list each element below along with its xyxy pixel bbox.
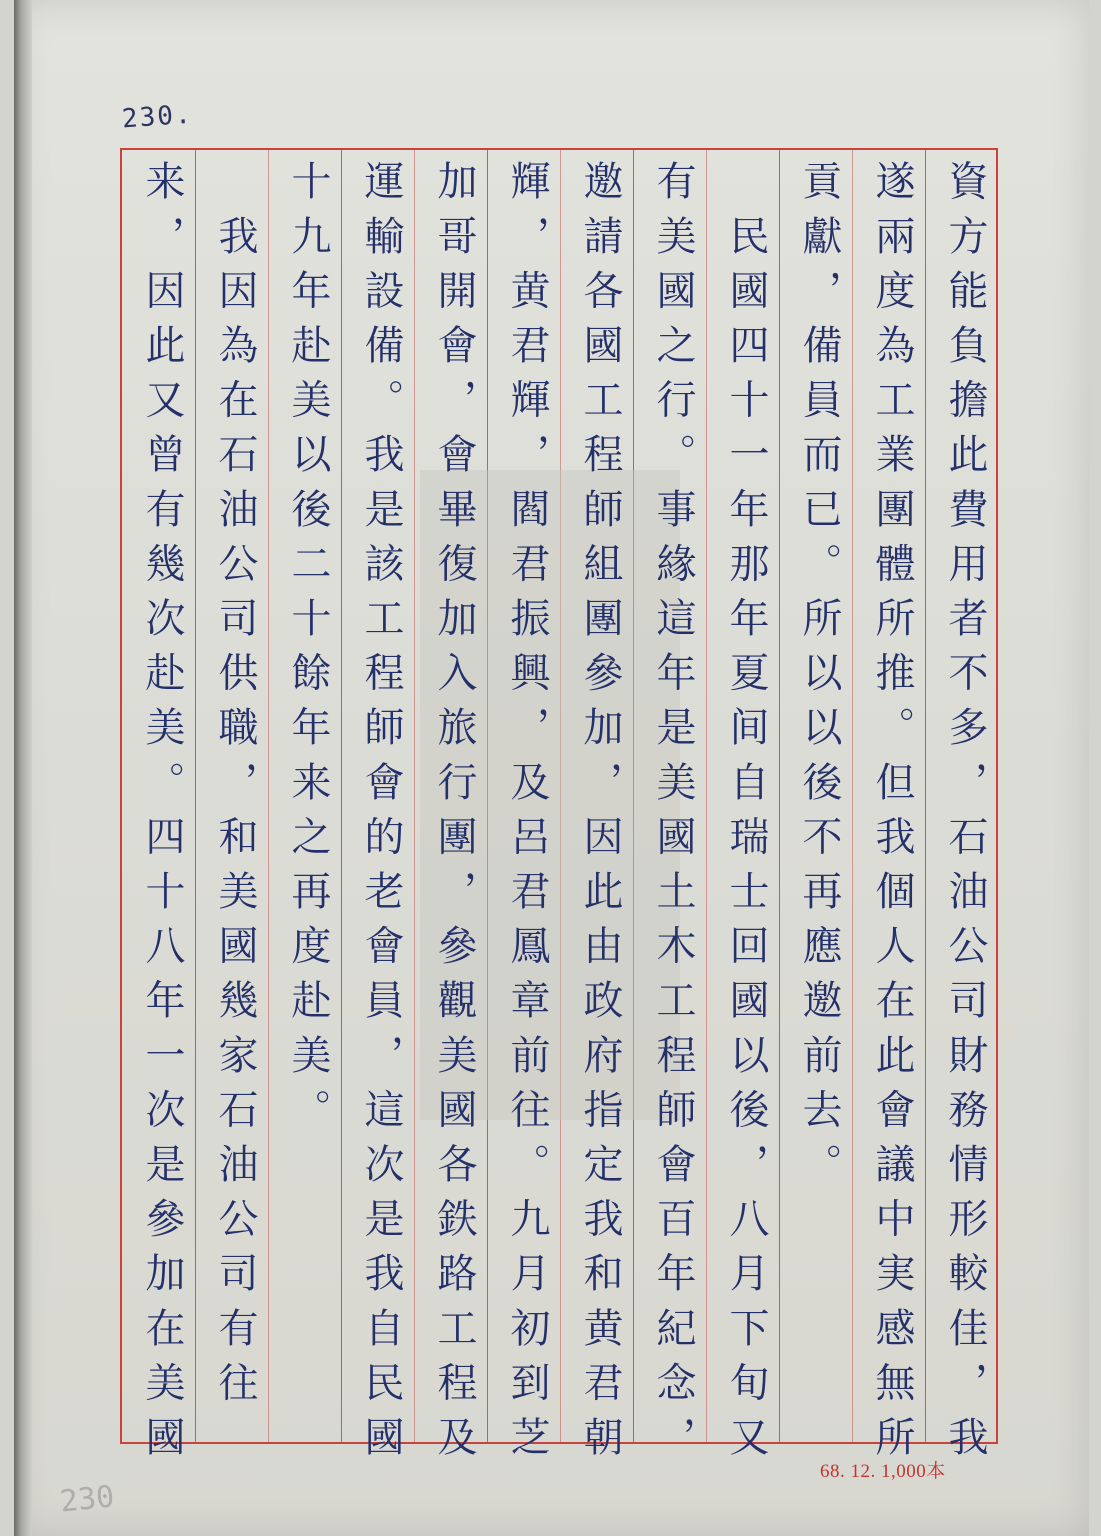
printer-mark: 68. 12. 1,000本 [820,1461,946,1482]
text-column-11: 我因為在石油公司供職，和美國幾家石油公司有往 [212,160,258,1416]
grid-line [852,150,853,1442]
text-column-5: 有美國之行。事緣這年是美國土木工程師會百年紀念， [650,160,696,1471]
grid-line [706,150,707,1442]
text-column-9: 運輸設備。我是該工程師會的老會員，這次是我自民國 [358,160,404,1471]
text-column-7: 輝，黄君輝，閻君振興，及呂君鳳章前往。九月初到芝 [504,160,550,1471]
text-column-10: 十九年赴美以後二十餘年来之再度赴美。 [285,160,331,1143]
text-column-4: 民國四十一年那年夏间自瑞士回國以後，八月下旬又 [723,160,769,1471]
page-number: 230. [121,99,194,135]
grid-line [268,150,269,1442]
text-column-6: 邀請各國工程師組團參加，因此由政府指定我和黄君朝 [577,160,623,1471]
grid-line [925,150,926,1442]
text-column-2: 遂兩度為工業團體所推。但我個人在此會議中実感無所 [869,160,915,1471]
text-column-1: 資方能負擔此費用者不多，石油公司財務情形較佳，我 [942,160,988,1471]
text-column-3: 貢獻，備員而已。所以以後不再應邀前去。 [796,160,842,1198]
sheet-left-edge [14,0,32,1536]
text-column-8: 加哥開會，會畢復加入旅行團，參觀美國各鉄路工程及 [431,160,477,1471]
grid-line [341,150,342,1442]
grid-line [195,150,196,1442]
page-number-faint: 230 [58,1479,116,1520]
text-column-12: 来，因此又曾有幾次赴美。四十八年一次是參加在美國 [139,160,185,1471]
grid-line [779,150,780,1442]
grid-line [414,150,415,1442]
